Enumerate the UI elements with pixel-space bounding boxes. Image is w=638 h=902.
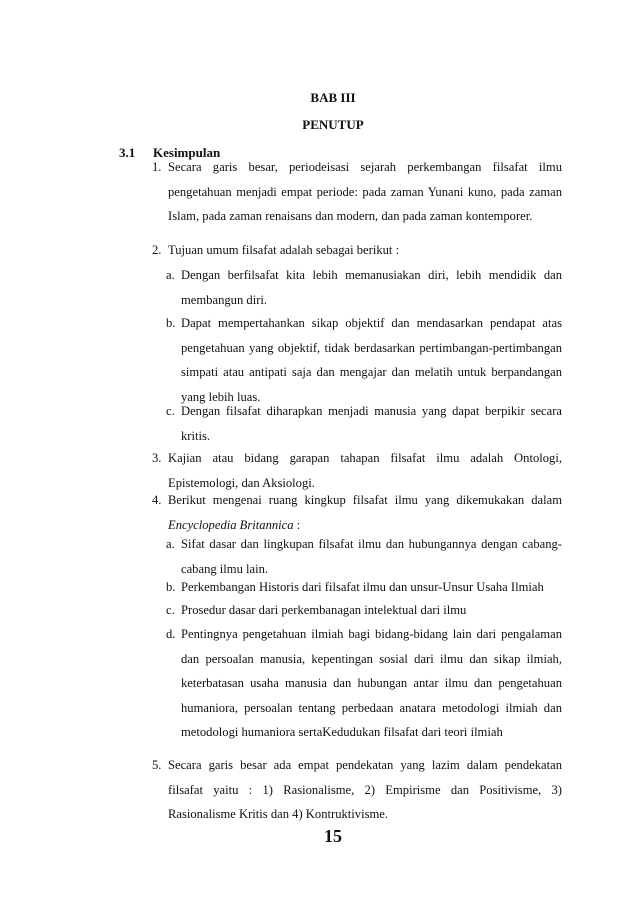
item-text-tail: : [293, 517, 301, 532]
item-text: Secara garis besar, periodeisasi sejarah perkembangan filsafat ilmu pengetahuan menjadi empat periode: pada zaman Yunani kuno, pada zaman Islam, pada zaman renaisans dan modern, dan pada zaman kontemporer. [168, 160, 562, 224]
item-text: Dengan filsafat diharapkan menjadi manusia yang dapat berpikir secara kritis. [181, 404, 562, 443]
item-text-lead: Berikut mengenai ruang kingkup filsafat ilmu yang dikemukakan dalam [168, 493, 562, 507]
conclusion-item-1 [152, 155, 562, 229]
item-marker: a. [166, 268, 175, 282]
item-text: Prosedur dasar dari perkembanagan intelektual dari ilmu [181, 603, 467, 617]
chapter-label: BAB III [310, 90, 356, 105]
item-marker: 2. [152, 243, 162, 257]
item-text: Sifat dasar dan lingkupan filsafat ilmu dan hubungannya dengan cabang-cabang ilmu lain. [181, 537, 562, 576]
item-marker: c. [166, 603, 175, 617]
section-title: Kesimpulan [153, 145, 221, 160]
conclusion-item-5 [152, 753, 562, 827]
item-marker: d. [166, 627, 176, 641]
conclusion-subitem-2a [166, 263, 562, 312]
item-marker: 3. [152, 451, 162, 465]
item-marker: 1. [152, 160, 162, 174]
item-marker: a. [166, 537, 175, 551]
item-text [168, 488, 562, 537]
page-number: 15 [324, 826, 342, 846]
conclusion-subitem-4a [166, 532, 562, 581]
conclusion-subitem-4d [166, 622, 562, 745]
section-number: 3.1 [119, 145, 136, 160]
conclusion-subitem-2b [166, 311, 562, 409]
item-marker: 5. [152, 758, 162, 772]
conclusion-item-2 [152, 238, 562, 263]
item-text: Perkembangan Historis dari filsafat ilmu dan unsur-Unsur Usaha Ilmiah [181, 580, 544, 594]
conclusion-subitem-4b [166, 575, 562, 600]
item-marker: b. [166, 316, 176, 330]
item-text: Tujuan umum filsafat adalah sebagai berikut : [168, 243, 400, 257]
item-text: Secara garis besar ada empat pendekatan yang lazim dalam pendekatan filsafat yaitu : 1) Rasionalisme, 2) Empirisme dan Positivisme, 3) Rasionalisme Kritis dan 4) Kontruktivisme. [168, 758, 562, 822]
item-marker: c. [166, 404, 175, 418]
item-text: Dapat mempertahankan sikap objektif dan mendasarkan pendapat atas pengetahuan yang objektif, tidak berdasarkan pertimbangan-pertimbangan simpati atau antipati saja dan mengajar dan melatih untuk berpandangan yang lebih luas. [181, 316, 562, 404]
chapter-title: PENUTUP [302, 117, 364, 132]
conclusion-subitem-4c [166, 598, 562, 623]
item-marker: 4. [152, 493, 162, 507]
item-text: Pentingnya pengetahuan ilmiah bagi bidang-bidang lain dari pengalaman dan persoalan manusia, kepentingan sosial dari ilmu dan sikap ilmiah, keterbatasan usaha manusia dan hubungan antar ilmu dan pengetahuan humaniora, persoalan tentang perbedaan anatara metodologi ilmiah dan metodologi humaniora sertaKedudukan filsafat dari teori ilmiah [181, 627, 562, 740]
conclusion-subitem-2c [166, 399, 562, 448]
item-text: Kajian atau bidang garapan tahapan filsafat ilmu adalah Ontologi, Epistemologi, dan Aksiologi. [168, 451, 562, 490]
item-marker: b. [166, 580, 176, 594]
item-text-italic: Encyclopedia Britannica [168, 517, 294, 532]
item-text: Dengan berfilsafat kita lebih memanusiakan diri, lebih mendidik dan membangun diri. [181, 268, 562, 307]
conclusion-item-4 [152, 488, 562, 537]
